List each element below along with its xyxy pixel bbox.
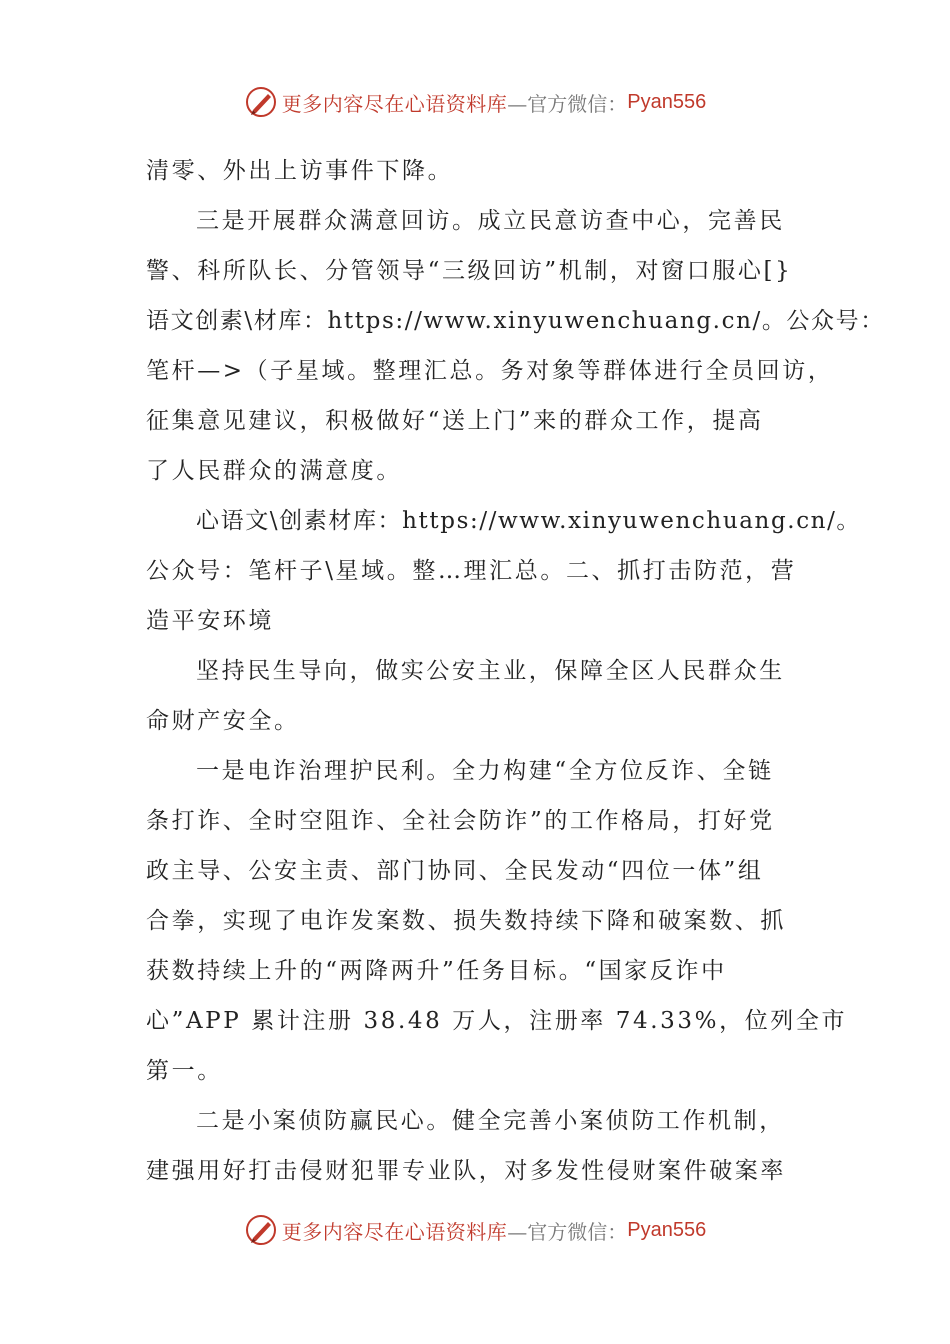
footer-banner [0, 1210, 950, 1250]
text-line-19: 第一。 [146, 1058, 223, 1084]
banner-wechat-id: Pyan556 [627, 90, 707, 113]
text-line-6: 征集意见建议，积极做好“送上门”来的群众工作，提高 [146, 408, 764, 434]
pen-circle-logo-icon [244, 1213, 278, 1247]
text-line-13: 一是电诈治理护民利。全力构建“全方位反诈、全链 [196, 758, 774, 784]
text-line-8: 心语文\创素材库：https://www.xinyuwenchuang.cn/。 [196, 508, 862, 534]
text-line-17: 获数持续上升的“两降两升”任务目标。“国家反诈中 [146, 958, 727, 984]
text-line-16: 合拳，实现了电诈发案数、损失数持续下降和破案数、抓 [146, 908, 786, 934]
banner-red-text: 更多内容尽在心语资料库 [281, 91, 508, 116]
text-line-7: 了人民群众的满意度。 [146, 458, 402, 484]
banner-wechat-id: Pyan556 [627, 1218, 707, 1241]
text-line-2: 三是开展群众满意回访。成立民意访查中心，完善民 [196, 208, 785, 234]
document-body [146, 146, 885, 1196]
header-banner [0, 82, 950, 122]
text-line-9: 公众号：笔杆子\星域。整…理汇总。二、抓打击防范，营 [146, 558, 797, 584]
banner-gray-text: —官方微信： [507, 91, 628, 116]
text-line-20: 二是小案侦防赢民心。健全完善小案侦防工作机制， [196, 1108, 785, 1134]
text-line-11: 坚持民生导向，做实公安主业，保障全区人民群众生 [196, 658, 785, 684]
text-line-1: 清零、外出上访事件下降。 [146, 158, 454, 184]
text-line-5: 笔杆—>（子星域。整理汇总。务对象等群体进行全员回访， [146, 358, 834, 384]
text-line-3: 警、科所队长、分管领导“三级回访”机制，对窗口服心[} [146, 258, 793, 284]
banner-red-text: 更多内容尽在心语资料库 [281, 1219, 508, 1244]
text-line-18: 心”APP 累计注册 38.48 万人，注册率 74.33%，位列全市 [146, 1008, 848, 1034]
text-line-21: 建强用好打击侵财犯罪专业队，对多发性侵财案件破案率 [146, 1158, 786, 1184]
banner-gray-text: —官方微信： [507, 1219, 628, 1244]
pen-circle-logo-icon [244, 85, 278, 119]
text-line-10: 造平安环境 [146, 608, 274, 634]
text-line-15: 政主导、公安主责、部门协同、全民发动“四位一体”组 [146, 858, 764, 884]
text-line-12: 命财产安全。 [146, 708, 300, 734]
text-line-4: 语文创素\材库：https://www.xinyuwenchuang.cn/。公众号： [146, 308, 885, 334]
text-line-14: 条打诈、全时空阻诈、全社会防诈”的工作格局，打好党 [146, 808, 775, 834]
